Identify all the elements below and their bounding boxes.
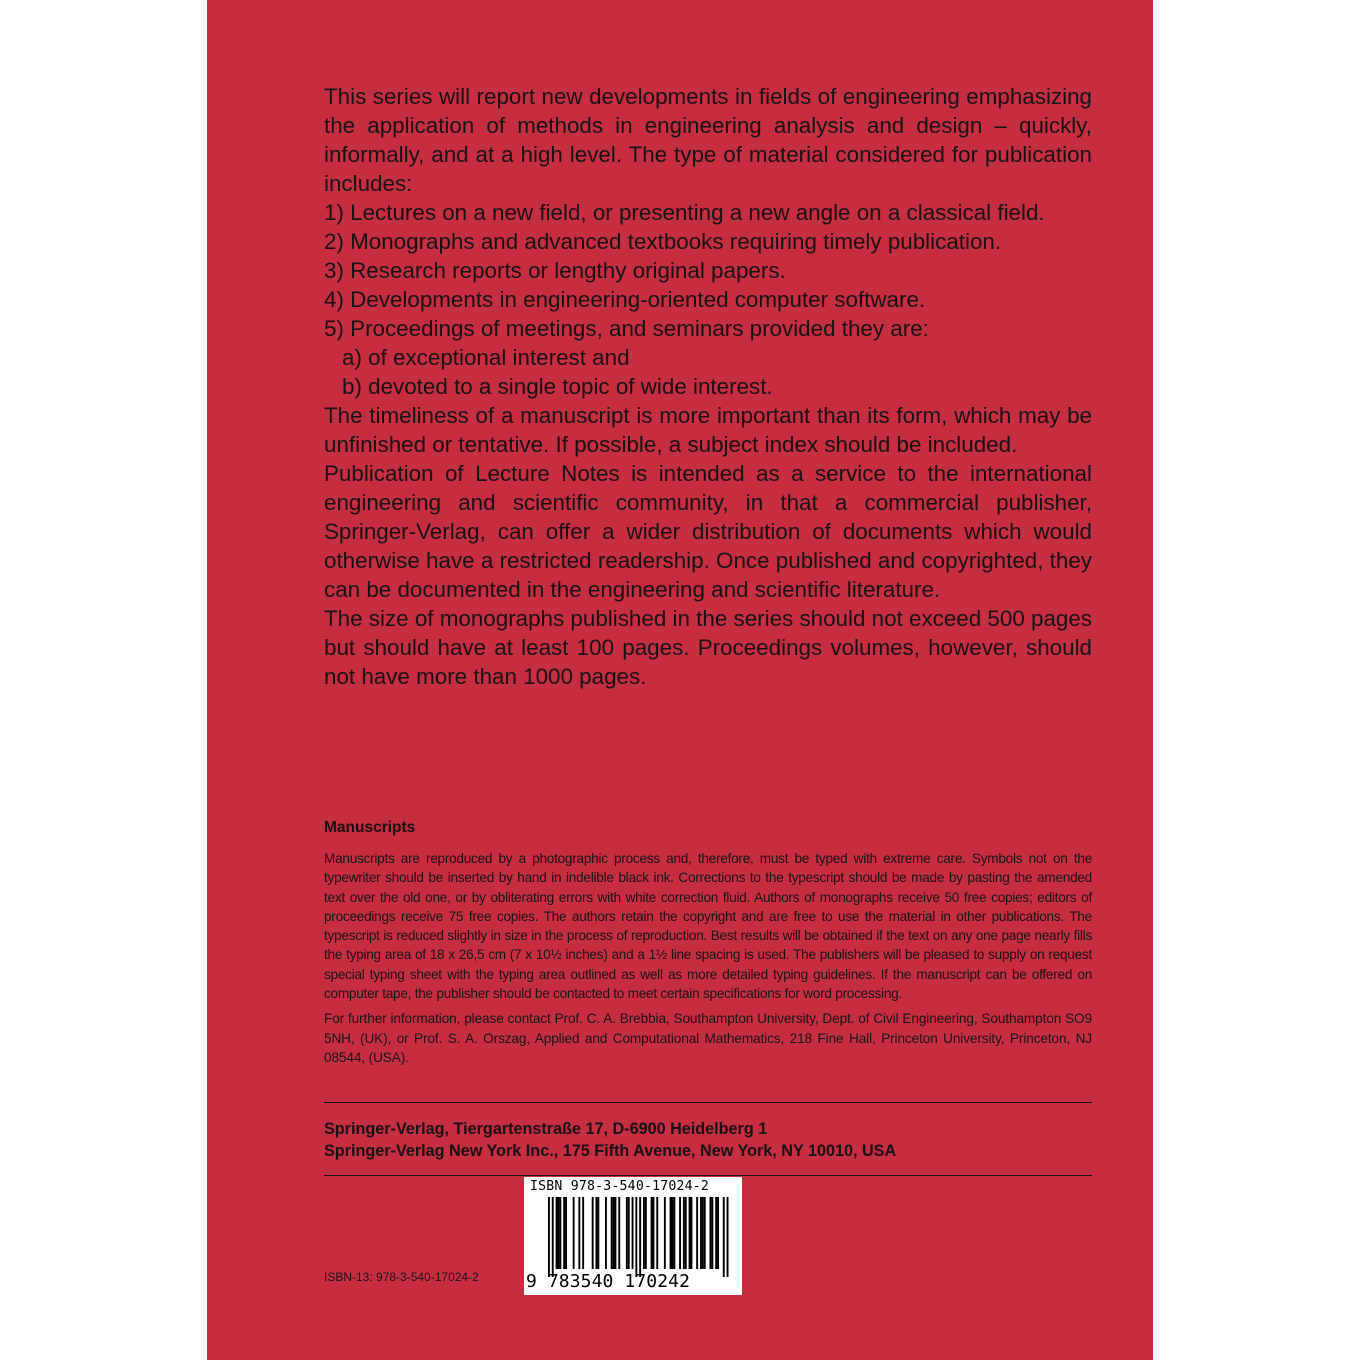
barcode-isbn-text: ISBN 978-3-540-17024-2: [530, 1179, 710, 1194]
barcode-bar: [672, 1197, 674, 1269]
back-cover: [207, 0, 1153, 1360]
barcode-bar: [626, 1197, 628, 1269]
series-description: [324, 82, 1092, 691]
timeliness-paragraph: The timeliness of a manuscript is more important than its form, which may be unfinished or tentative. If possible, a subject index should be included.: [324, 403, 1092, 457]
barcode-guard-bar: [723, 1197, 725, 1277]
barcode-bar: [711, 1197, 713, 1269]
barcode-bar: [664, 1197, 666, 1269]
publisher-address-new-york: Springer-Verlag New York Inc., 175 Fifth Avenue, New York, NY 10010, USA: [324, 1142, 897, 1160]
barcode-bar: [645, 1197, 647, 1269]
barcode-bar: [613, 1197, 615, 1269]
sub-list-item: b) devoted to a single topic of wide interest.: [342, 374, 773, 399]
isbn-13-label: ISBN-13: 978-3-540-17024-2: [324, 1270, 479, 1284]
sub-list-item: a) of exceptional interest and: [342, 345, 630, 370]
intro-paragraph: This series will report new developments in fields of engineering emphasizing the application of methods in engineering analysis and design – quickly, informally, and at a high level. The type of material considered for publication includes:: [324, 84, 1092, 196]
barcode-bar: [656, 1197, 658, 1269]
size-paragraph: The size of monographs published in the series should not exceed 500 pages but should have at least 100 pages. Proceedings volumes, however, should not have more than 1000 pages.: [324, 606, 1093, 689]
publisher-address-heidelberg: Springer-Verlag, Tiergartenstraße 17, D-6900 Heidelberg 1: [324, 1120, 768, 1138]
barcode: [524, 1177, 742, 1295]
barcode-bar: [558, 1197, 560, 1269]
barcode-bar: [679, 1197, 681, 1269]
barcode-guard-bar: [727, 1197, 729, 1277]
list-item: 5) Proceedings of meetings, and seminars provided they are:: [324, 316, 929, 341]
barcode-bar: [573, 1197, 575, 1269]
barcode-guard-bar: [635, 1197, 637, 1277]
barcode-bar: [559, 1197, 561, 1269]
barcode-bar: [653, 1197, 655, 1269]
barcode-bar: [702, 1197, 704, 1269]
barcode-bar: [592, 1197, 594, 1269]
barcode-bar: [683, 1197, 685, 1269]
barcode-guard-bar: [639, 1197, 641, 1277]
barcode-bar: [689, 1197, 691, 1269]
list-item: 2) Monographs and advanced textbooks requiring timely publication.: [324, 229, 1002, 254]
barcode-bar: [700, 1197, 702, 1269]
list-item: 1) Lectures on a new field, or presenting a new angle on a classical field.: [324, 200, 1045, 225]
barcode-bar: [710, 1197, 712, 1269]
divider-bottom: [324, 1175, 1092, 1176]
barcode-bar: [596, 1197, 598, 1269]
barcode-bar: [685, 1197, 687, 1269]
barcode-bar: [704, 1197, 706, 1269]
barcode-bar: [643, 1197, 645, 1269]
barcode-bar: [651, 1197, 653, 1269]
manuscripts-heading: Manuscripts: [324, 819, 416, 836]
barcode-bar: [615, 1197, 617, 1269]
barcode-bar: [715, 1197, 717, 1269]
manuscripts-body: Manuscripts are reproduced by a photographic process and, therefore, must be typed with extreme care. Symbols not on the typewriter should be inserted by hand in indelible black ink. Corrections to the typescript should be made by pasting the amended text over the old one, or by obliterating errors with white correction fluid. Authors of monographs receive 50 free copies; editors of proceedings receive 75 free copies. The authors retain the copyright and are free to use the material in other publications. The typescript is reduced slightly in size in the process of reproduction. Best results will be obtained if the text on any one page nearly fills the typing area of 18 x 26,5 cm (7 x 10½ inches) and a 1½ line spacing is used. The publishers will be pleased to supply on request special typing sheet with the typing area outlined as well as more detailed typing guidelines. If the manuscript can be offered on computer tape, the publisher should be contacted to meet certain specifications for word processing.: [324, 851, 1092, 1002]
barcode-bar: [691, 1197, 693, 1269]
barcode-bar: [673, 1197, 675, 1269]
barcode-bar: [670, 1197, 672, 1269]
list-item: 4) Developments in engineering-oriented computer software.: [324, 287, 926, 312]
barcode-bar: [556, 1197, 558, 1269]
manuscripts-section: [324, 818, 1092, 1067]
barcode-bar: [632, 1197, 634, 1269]
barcode-bar: [696, 1197, 698, 1269]
main-text-block: [324, 82, 1092, 691]
barcode-bar: [605, 1197, 607, 1269]
barcode-bar: [565, 1197, 567, 1269]
barcode-bar: [578, 1197, 580, 1269]
divider-top: [324, 1102, 1092, 1103]
barcode-bar: [628, 1197, 630, 1269]
barcode-bar: [717, 1197, 719, 1269]
contact-info: For further information, please contact Prof. C. A. Brebbia, Southampton University, Dept. of Civil Engineering, Southampton SO9 5NH, (UK), or Prof. S. A. Orszag, Applied and Computational Mathematics, 218 Fine Hall, Princeton University, Princeton, NJ 08544, (USA).: [324, 1011, 1092, 1065]
barcode-bar: [611, 1197, 613, 1269]
barcode-guard-bar: [548, 1197, 550, 1277]
barcode-bar: [597, 1197, 599, 1269]
barcode-digits: 9 783540 170242: [526, 1271, 691, 1292]
barcode-bar: [563, 1197, 565, 1269]
publication-paragraph: Publication of Lecture Notes is intended as a service to the international engineering and scientific community, in that a commercial publisher, Springer-Verlag, can offer a wider distribution of documents which would otherwise have a restricted readership. Once published and copyrighted, they can be documented in the engineering and scientific literature.: [324, 461, 1092, 602]
barcode-bar: [618, 1197, 620, 1269]
list-item: 3) Research reports or lengthy original papers.: [324, 258, 786, 283]
barcode-guard-bar: [552, 1197, 554, 1277]
publisher-addresses: [324, 1118, 1092, 1162]
barcode-bar: [582, 1197, 584, 1269]
